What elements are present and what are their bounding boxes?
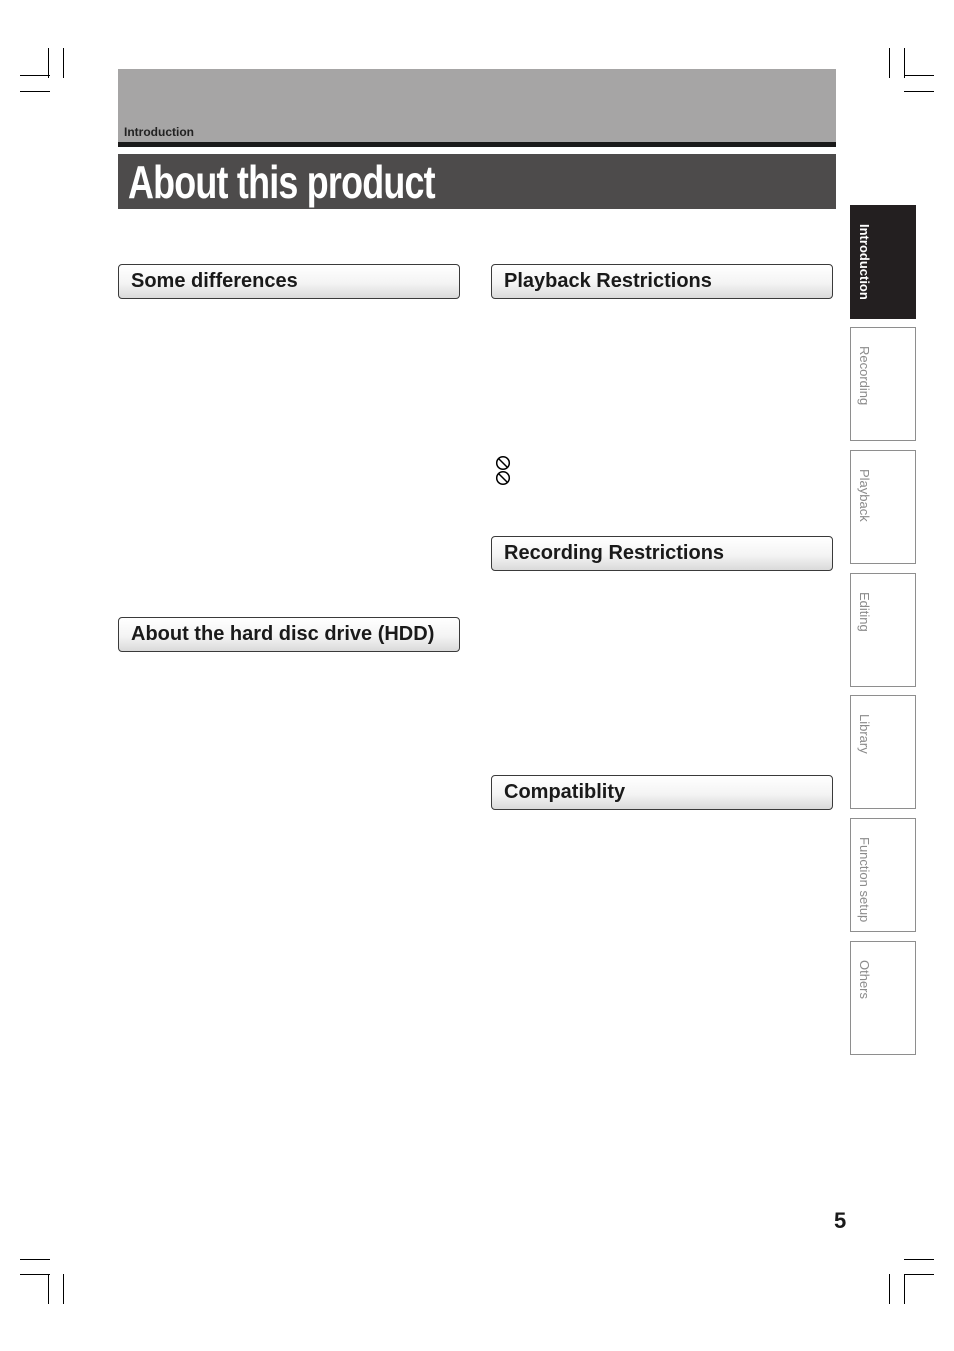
page-title: About this product — [128, 156, 435, 208]
crop-mark — [63, 1274, 64, 1304]
crop-mark — [904, 1274, 934, 1275]
crop-mark — [63, 48, 64, 78]
heading-compatibility — [491, 775, 833, 810]
tab-label: Introduction — [857, 224, 872, 300]
tab-label: Editing — [857, 592, 872, 632]
tab-label: Playback — [857, 469, 872, 522]
crop-mark — [20, 1259, 50, 1260]
tab-label: Recording — [857, 346, 872, 406]
crop-mark — [904, 91, 934, 92]
crop-mark — [889, 48, 890, 78]
heading-label: Playback Restrictions — [504, 270, 712, 292]
heading-label: Some differences — [131, 270, 298, 292]
crop-mark — [904, 75, 934, 76]
tab-recording[interactable] — [850, 327, 916, 441]
tab-label: Library — [857, 714, 872, 754]
tab-editing[interactable] — [850, 573, 916, 687]
page-number: 5 — [834, 1208, 847, 1233]
tab-playback[interactable] — [850, 450, 916, 564]
crop-mark — [20, 75, 50, 76]
crop-mark — [20, 1274, 50, 1275]
tab-label: Others — [857, 960, 872, 1000]
prohibited-symbol-icon — [495, 455, 511, 471]
crop-mark — [20, 91, 50, 92]
heading-label: About the hard disc drive (HDD) — [131, 623, 435, 645]
heading-some-differences — [118, 264, 460, 299]
section-label: Introduction — [124, 125, 194, 139]
crop-mark — [904, 1259, 934, 1260]
prohibited-symbol-icon — [495, 470, 511, 486]
heading-label: Recording Restrictions — [504, 542, 725, 564]
header-rule — [118, 142, 836, 147]
title-bar — [118, 154, 836, 209]
crop-mark — [48, 1274, 49, 1304]
heading-label: Compatiblity — [504, 781, 626, 803]
crop-mark — [48, 48, 49, 78]
tab-label: Function setup — [857, 837, 872, 923]
crop-mark — [904, 48, 905, 78]
tab-library[interactable] — [850, 695, 916, 809]
crop-mark — [904, 1274, 905, 1304]
tab-function-setup[interactable] — [850, 818, 916, 932]
heading-recording-restrictions — [491, 536, 833, 571]
header-band — [118, 69, 836, 142]
tab-others[interactable] — [850, 941, 916, 1055]
crop-mark — [889, 1274, 890, 1304]
heading-hdd — [118, 617, 460, 652]
tab-introduction[interactable] — [850, 205, 916, 319]
heading-playback-restrictions — [491, 264, 833, 299]
